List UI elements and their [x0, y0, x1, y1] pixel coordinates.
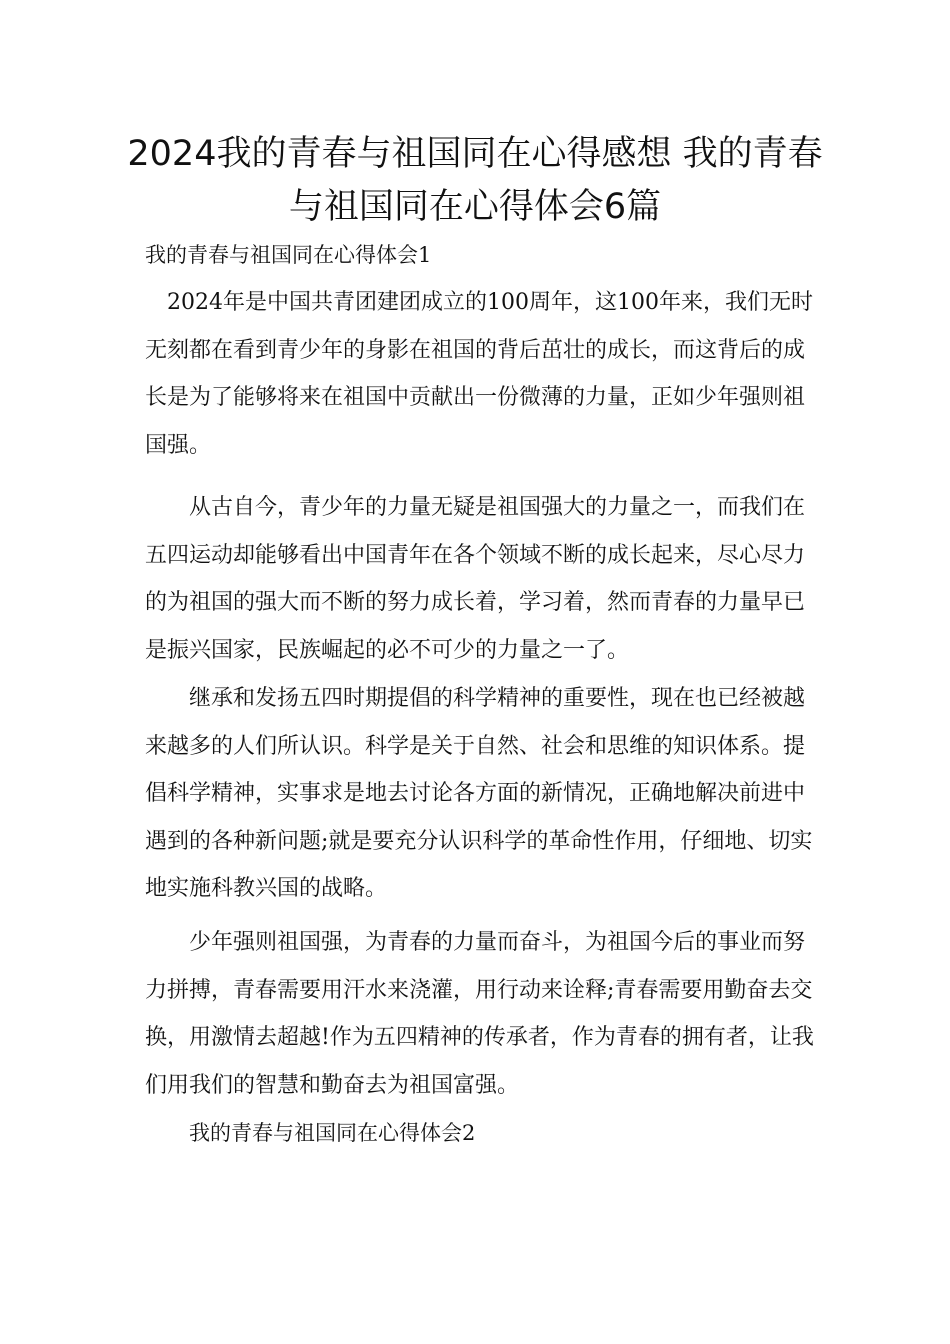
paragraph-3: 继承和发扬五四时期提倡的科学精神的重要性，现在也已经被越来越多的人们所认识。科学是关于自然、社会和思维的知识体系。提倡科学精神，实事求是地去讨论各方面的新情况，正确地解决前进中遇到的各种新问题;就是要充分认识科学的革命性作用，仔细地、切实地实施科教兴国的战略。: [145, 686, 813, 901]
paragraph-2: 从古自今，青少年的力量无疑是祖国强大的力量之一，而我们在五四运动却能够看出中国青年在各个领域不断的成长起来，尽心尽力的为祖国的强大而不断的努力成长着，学习着，然而青春的力量早已是振兴国家，民族崛起的必不可少的力量之一了。: [145, 495, 806, 663]
paragraph-1: 2024年是中国共青团建团成立的100周年，这100年来，我们无时无刻都在看到青少年的身影在祖国的背后茁壮的成长，而这背后的成长是为了能够将来在祖国中贡献出一份微薄的力量，正如少年强则祖国强。: [145, 290, 813, 458]
section-heading-1: 我的青春与祖国同在心得体会1: [145, 243, 432, 267]
document-title: 2024我的青春与祖国同在心得感想 我的青春与祖国同在心得体会6篇: [127, 134, 823, 227]
paragraph-4: 少年强则祖国强，为青春的力量而奋斗，为祖国今后的事业而努力拼搏，青春需要用汗水来浇灌，用行动来诠释;青春需要用勤奋去交换，用激情去超越!作为五四精神的传承者，作为青春的拥有者，让我们用我们的智慧和勤奋去为祖国富强。: [145, 930, 814, 1098]
section-heading-2: 我的青春与祖国同在心得体会2: [189, 1121, 476, 1145]
